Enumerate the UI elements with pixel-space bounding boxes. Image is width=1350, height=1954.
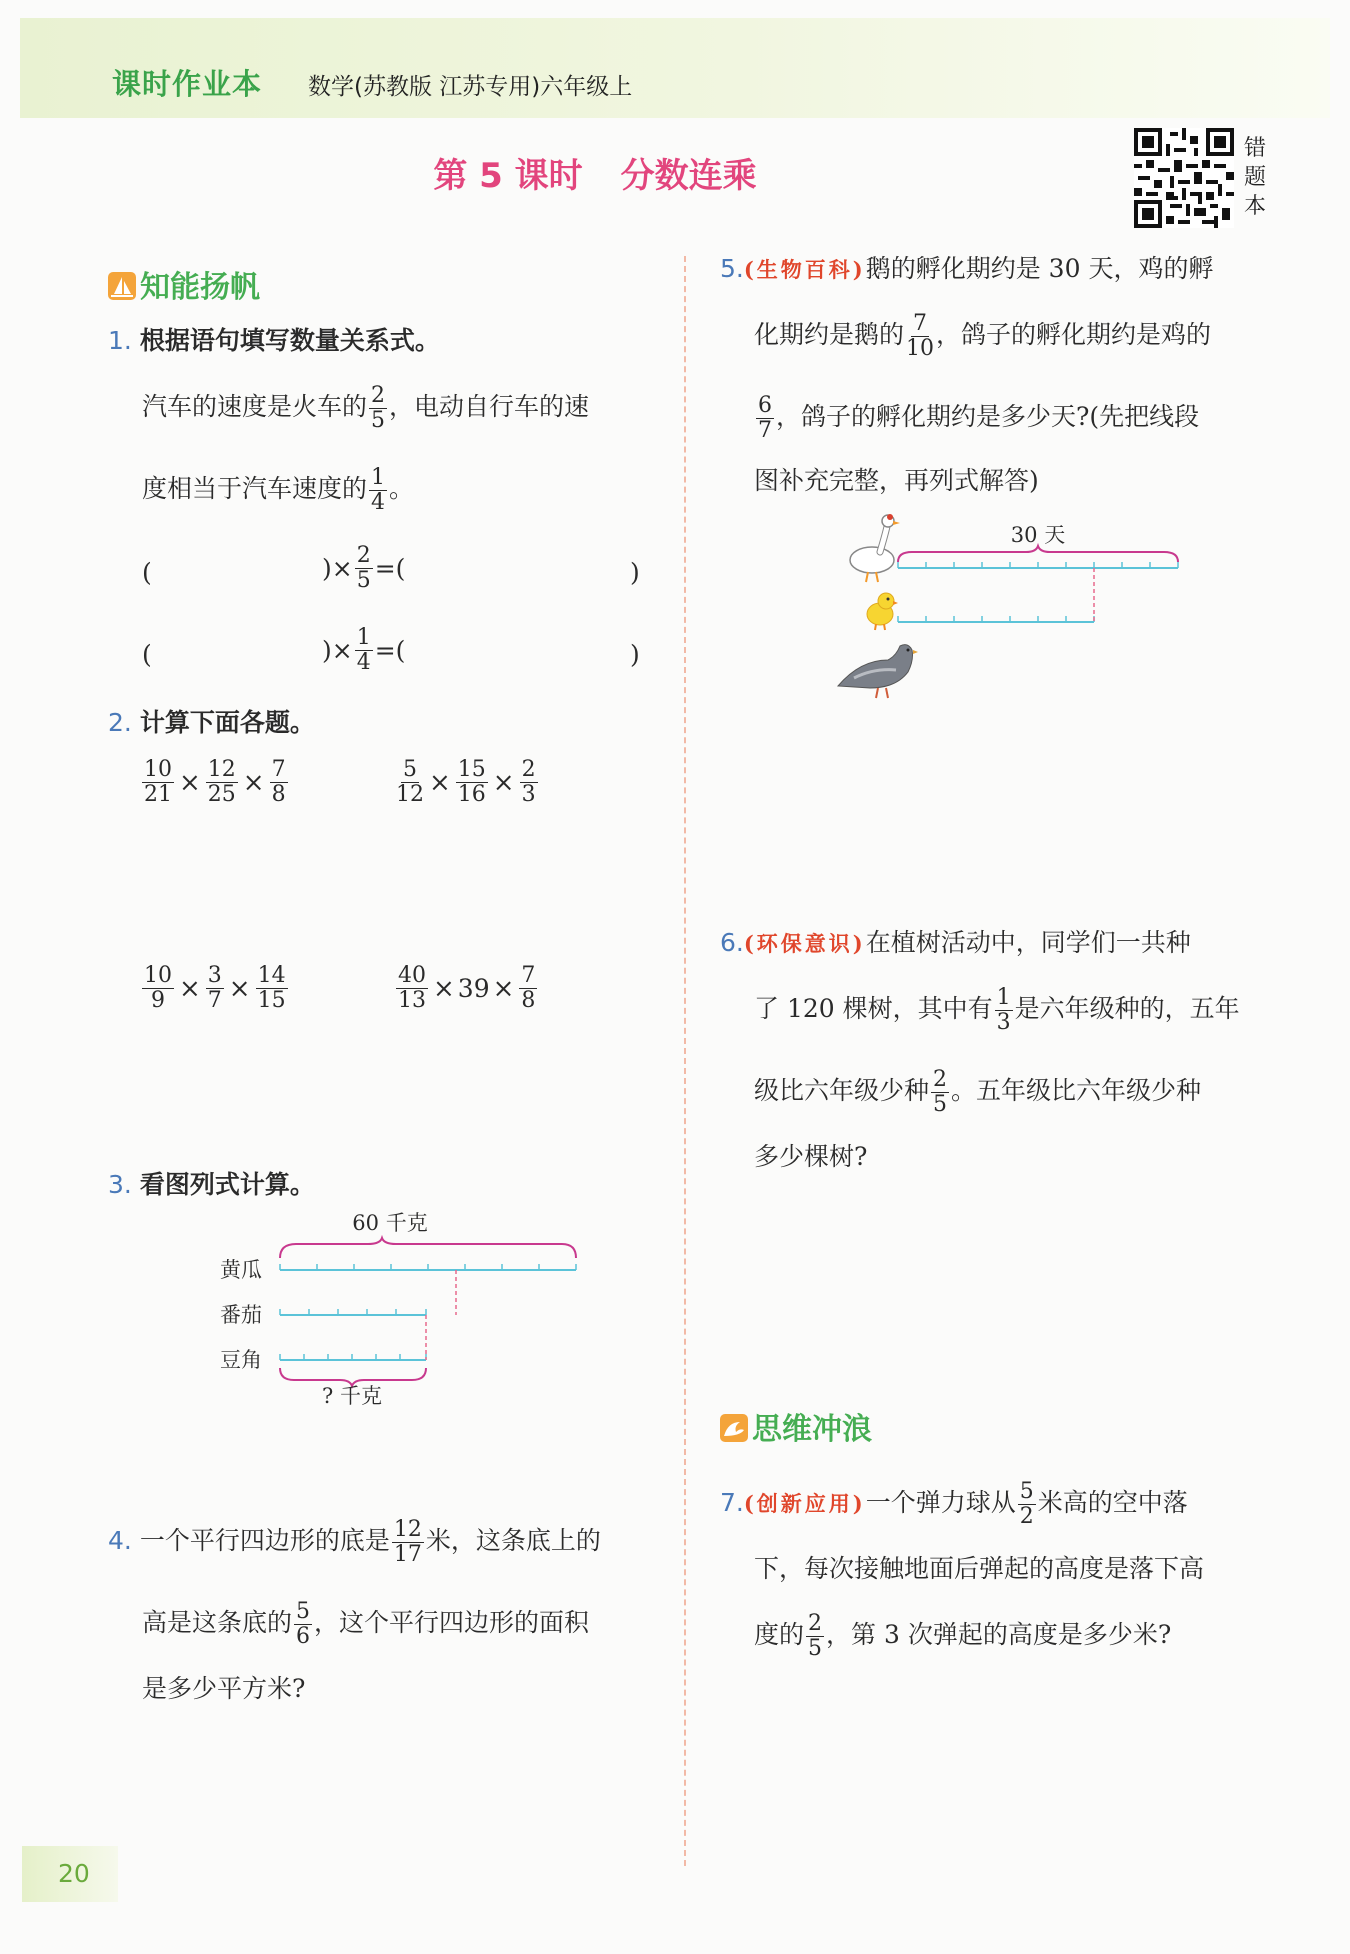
unknown-label: ? 千克: [322, 1384, 382, 1408]
question-6-line-2: [754, 976, 1240, 1042]
incubation-total-label: 30 天: [1010, 523, 1066, 547]
label-tomato: 番茄: [220, 1303, 262, 1327]
question-7-line-3: [754, 1602, 1171, 1668]
text: 米高的空中落: [1037, 1488, 1188, 1517]
question-title: 看图列式计算。: [139, 1170, 315, 1199]
segment-diagram-incubation: [830, 510, 1190, 710]
text: 化期约是鹅的: [754, 320, 905, 349]
text: 在植树活动中，同学们一共种: [865, 928, 1191, 957]
segment-ticks: [280, 1264, 576, 1360]
question-5-line-4: [754, 448, 1039, 514]
times-sign: ×: [492, 973, 515, 1004]
section-advanced-title: 思维冲浪: [752, 1412, 872, 1447]
text: ，这个平行四边形的面积: [314, 1608, 590, 1637]
question-4-line-2: [142, 1590, 589, 1656]
text: 是多少平方米?: [142, 1674, 306, 1703]
question-number: 2.: [108, 708, 132, 737]
text: 是六年级种的，五年: [1014, 994, 1240, 1023]
question-6-line-3: [754, 1058, 1201, 1124]
text: 高是这条底的: [142, 1608, 293, 1637]
question-7-line-1: [720, 1470, 1188, 1537]
question-title: 计算下面各题。: [139, 708, 315, 737]
fraction: $\frac{6}{7}$: [758, 393, 772, 443]
sail-icon: [108, 272, 136, 300]
fraction: $\frac{1}{4}$: [356, 625, 371, 675]
page-number: 20: [22, 1846, 118, 1902]
paren: ): [630, 558, 640, 587]
fraction: $\frac{3}{7}$: [207, 963, 222, 1013]
goose-icon: [850, 514, 900, 582]
fraction: $\frac{14}{15}$: [257, 963, 286, 1013]
question-title: 根据语句填写数量关系式。: [139, 326, 440, 355]
fraction: $\frac{5}{12}$: [396, 757, 424, 807]
section-basic-title: 知能扬帆: [140, 270, 260, 305]
question-5-line-1: [720, 236, 1213, 303]
text: 下，每次接触地面后弹起的高度是落下高: [754, 1554, 1205, 1583]
qr-code-icon[interactable]: [1132, 128, 1236, 228]
fraction: $\frac{2}{5}$: [356, 543, 371, 593]
text: 图补充完整，再列式解答): [754, 466, 1039, 495]
expression-3: [140, 964, 290, 1013]
question-5-line-2: [754, 302, 1211, 368]
times-sign: ×: [242, 767, 265, 798]
dashed-guides: [426, 1270, 456, 1360]
text: 度的: [754, 1620, 805, 1649]
wave-icon: [720, 1414, 748, 1442]
label-cucumber: 黄瓜: [220, 1258, 262, 1282]
fraction: $\frac{2}{5}$: [808, 1611, 823, 1661]
topic-tag: (环保意识): [743, 931, 866, 956]
question-1-title: [108, 308, 440, 374]
fraction: $\frac{5}{6}$: [296, 1599, 311, 1649]
question-number: 4.: [108, 1526, 132, 1555]
incubation-ticks: [898, 562, 1178, 622]
topic-tag: (生物百科): [743, 257, 866, 282]
paren: (: [142, 640, 152, 669]
answer-row-2: [142, 622, 642, 686]
fraction: $\frac{40}{13}$: [398, 963, 426, 1013]
total-brace: [280, 1238, 576, 1258]
book-subject: 数学(苏教版 江苏专用)六年级上: [308, 74, 633, 100]
answer-row-1: [142, 540, 642, 604]
text: 了 120 棵树，其中有: [754, 994, 993, 1023]
fraction: $\frac{7}{8}$: [271, 757, 286, 807]
section-basic: [108, 262, 260, 306]
pigeon-icon: [838, 645, 918, 698]
text: ，电动自行车的速: [389, 392, 590, 421]
fraction: $\frac{10}{21}$: [144, 757, 172, 807]
question-number: 5.: [720, 254, 744, 283]
text: ，第 3 次弹起的高度是多少米?: [826, 1620, 1172, 1649]
fraction: $\frac{15}{16}$: [457, 757, 486, 807]
segment-lines: [280, 1270, 576, 1360]
fraction: $\frac{7}{10}$: [906, 311, 935, 361]
text: 度相当于汽车速度的: [142, 474, 368, 503]
fraction: $\frac{1}{3}$: [996, 985, 1011, 1035]
text: 一个弹力球从: [865, 1488, 1016, 1517]
question-6-line-1: [720, 910, 1191, 977]
total-label: 60 千克: [352, 1211, 428, 1235]
fraction: $\frac{7}{8}$: [521, 963, 536, 1013]
book-brand: 课时作业本: [112, 67, 263, 101]
integer: 39: [457, 974, 490, 1003]
question-4-line-3: [142, 1656, 305, 1722]
expression-4: [394, 964, 539, 1013]
fraction: $\frac{2}{3}$: [521, 757, 536, 807]
times-sign: ×: [433, 973, 455, 1004]
times-sign: ×: [429, 767, 451, 798]
fraction: $\frac{10}{9}$: [144, 963, 172, 1013]
answer-row-1-mid: [322, 544, 405, 593]
question-number: 6.: [720, 928, 744, 957]
question-7-line-2: [754, 1536, 1204, 1602]
text: 。: [389, 474, 415, 503]
fraction: $\frac{2}{5}$: [933, 1067, 948, 1117]
paren: ): [630, 640, 640, 669]
text: ，鸽子的孵化期约是多少天?(先把线段: [776, 402, 1200, 431]
question-6-line-4: [754, 1124, 867, 1190]
times-sign: ×: [492, 767, 515, 798]
equals: =(: [374, 554, 406, 583]
text: 多少棵树?: [754, 1142, 868, 1171]
question-1-line-1: [142, 374, 589, 440]
fraction: $\frac{2}{5}$: [371, 383, 386, 433]
question-2-title: [108, 690, 315, 756]
question-4-line-1: [108, 1508, 601, 1574]
text: 鹅的孵化期约是 30 天，鸡的孵: [865, 254, 1214, 283]
text: 汽车的速度是火车的: [142, 392, 368, 421]
paren: (: [142, 558, 152, 587]
lesson-name: 分数连乘: [620, 156, 757, 196]
question-number: 7.: [720, 1488, 744, 1517]
answer-row-2-mid: [322, 626, 405, 675]
text: ，鸽子的孵化期约是鸡的: [936, 320, 1212, 349]
equals: =(: [374, 636, 406, 665]
times-sign: ×: [228, 973, 251, 1004]
topic-tag: (创新应用): [743, 1491, 866, 1516]
question-number: 3.: [108, 1170, 132, 1199]
question-1-line-2: [142, 456, 414, 522]
paren: )×: [322, 554, 353, 583]
times-sign: ×: [179, 973, 201, 1004]
fraction: $\frac{12}{17}$: [393, 1517, 422, 1567]
text: 级比六年级少种: [754, 1076, 930, 1105]
fraction: $\frac{1}{4}$: [371, 465, 386, 515]
expression-1: [140, 758, 290, 807]
question-number: 1.: [108, 326, 132, 355]
section-advanced: [720, 1404, 872, 1448]
mistake-book-label: 错题本: [1244, 136, 1267, 219]
chick-icon: [867, 593, 898, 630]
fraction: $\frac{5}{2}$: [1019, 1479, 1034, 1529]
expression-2: [394, 758, 540, 807]
text: 米，这条底上的: [425, 1526, 601, 1555]
fraction: $\frac{12}{25}$: [207, 757, 236, 807]
question-5-line-3: [754, 384, 1199, 450]
text: 一个平行四边形的底是: [139, 1526, 390, 1555]
lesson-title: [0, 148, 1190, 197]
incubation-brace: [898, 546, 1178, 562]
incubation-lines: [898, 568, 1178, 622]
lesson-number: 第 5 课时: [433, 156, 583, 196]
column-divider: [684, 256, 686, 1866]
times-sign: ×: [179, 767, 201, 798]
paren: )×: [322, 636, 353, 665]
segment-diagram-vegetables: [200, 1200, 600, 1420]
text: 。五年级比六年级少种: [951, 1076, 1202, 1105]
label-bean: 豆角: [220, 1348, 262, 1372]
